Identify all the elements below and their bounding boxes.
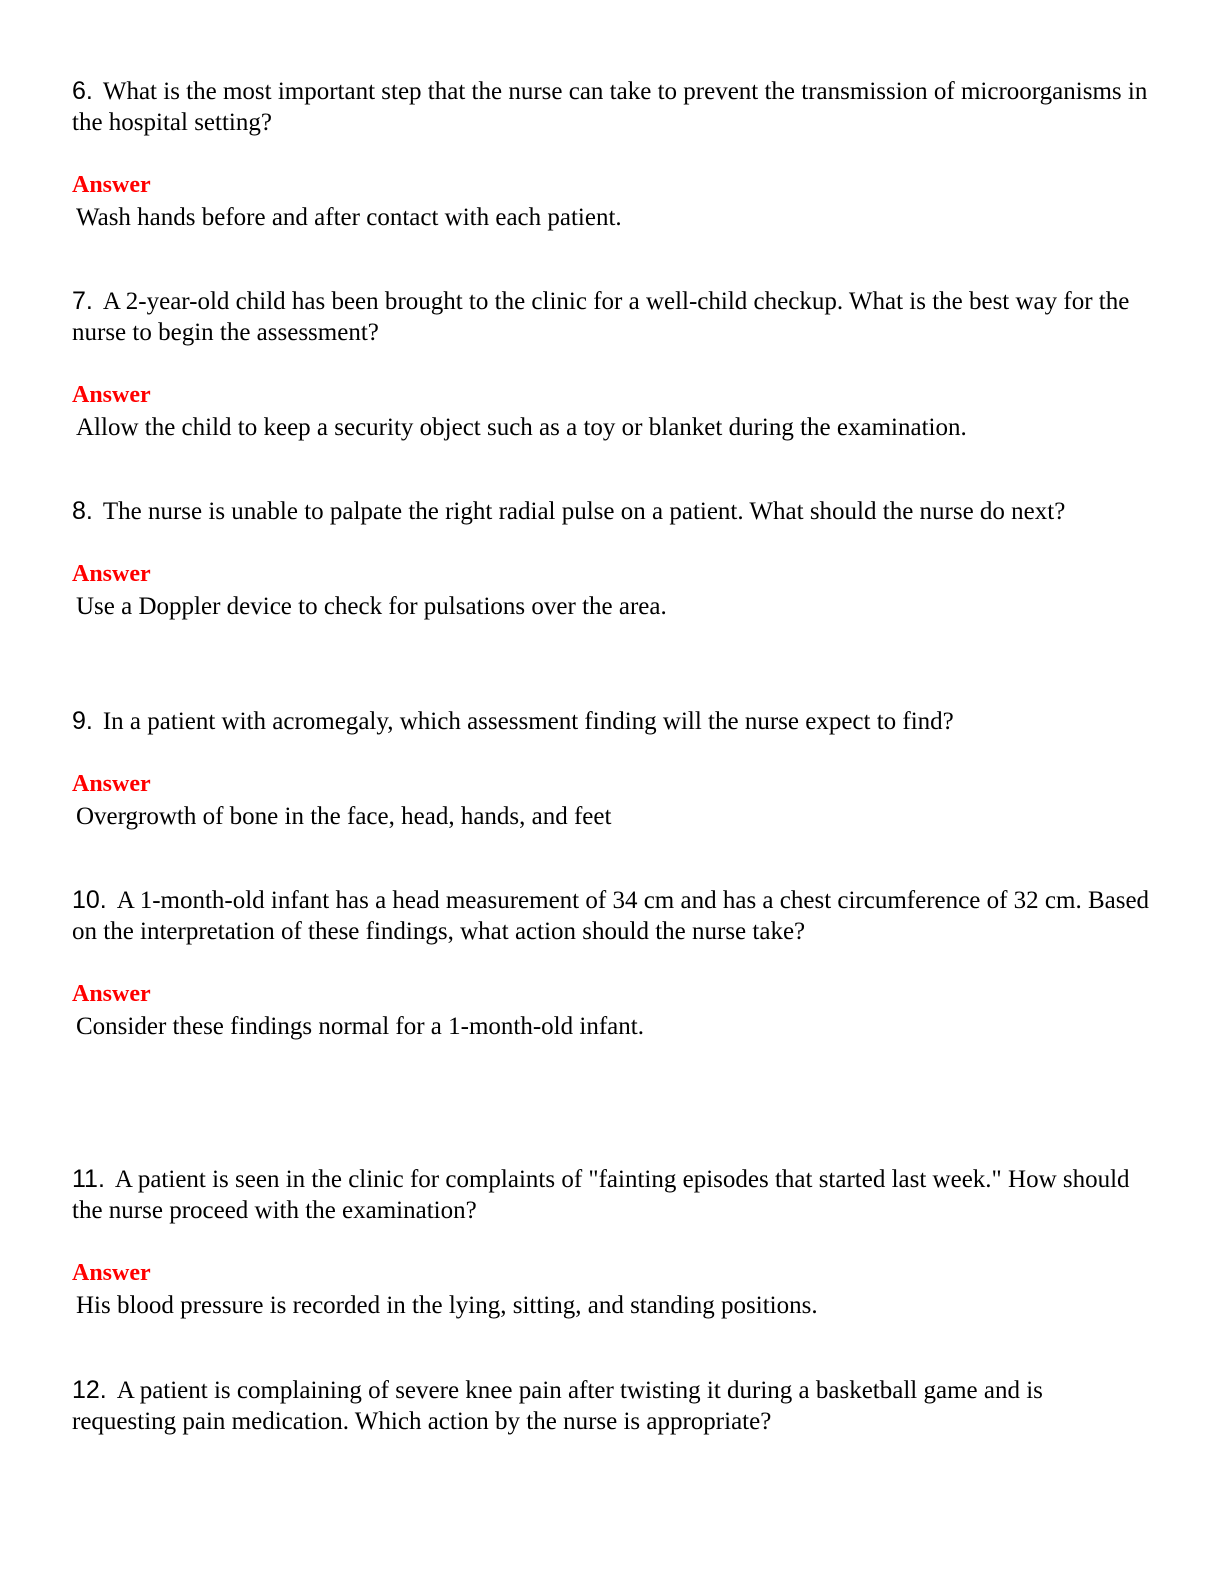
answer-label: Answer bbox=[72, 561, 151, 587]
question-block bbox=[72, 1164, 1152, 1321]
question-block bbox=[72, 76, 1152, 233]
question-text bbox=[72, 1375, 1152, 1437]
answer-text: Wash hands before and after contact with each patient. bbox=[76, 204, 622, 231]
question-body: In a patient with acromegaly, which assessment finding will the nurse expect to find? bbox=[102, 708, 954, 735]
answer-text: His blood pressure is recorded in the lying, sitting, and standing positions. bbox=[76, 1292, 818, 1319]
question-block bbox=[72, 706, 1152, 832]
question-block bbox=[72, 885, 1152, 1042]
question-text bbox=[72, 706, 1152, 737]
answer-text: Consider these findings normal for a 1-month-old infant. bbox=[76, 1013, 644, 1040]
question-text bbox=[72, 76, 1152, 138]
question-text bbox=[72, 885, 1152, 947]
question-block bbox=[72, 286, 1152, 443]
answer-label: Answer bbox=[72, 382, 151, 408]
question-body: A patient is seen in the clinic for complaints of "fainting episodes that started last week." How should the nurse proceed with the examination? bbox=[72, 1166, 1130, 1224]
answer-label: Answer bbox=[72, 981, 151, 1007]
question-body: What is the most important step that the nurse can take to prevent the transmission of microorganisms in the hospital setting? bbox=[72, 78, 1148, 136]
question-number: 11. bbox=[72, 1165, 105, 1193]
answer-label: Answer bbox=[72, 1260, 151, 1286]
question-text bbox=[72, 286, 1152, 348]
question-number: 12. bbox=[72, 1376, 107, 1404]
answer-label: Answer bbox=[72, 172, 151, 198]
question-number: 9. bbox=[72, 707, 93, 735]
answer-label: Answer bbox=[72, 771, 151, 797]
question-number: 8. bbox=[72, 497, 93, 525]
answer-text: Use a Doppler device to check for pulsations over the area. bbox=[76, 593, 667, 620]
question-number: 7. bbox=[72, 287, 93, 315]
question-body: A 2-year-old child has been brought to the clinic for a well-child checkup. What is the best way for the nurse to begin the assessment? bbox=[72, 288, 1130, 346]
question-text bbox=[72, 1164, 1152, 1226]
question-body: A patient is complaining of severe knee pain after twisting it during a basketball game and is requesting pain medication. Which action by the nurse is appropriate? bbox=[72, 1377, 1043, 1435]
question-text bbox=[72, 496, 1152, 527]
question-number: 10. bbox=[72, 886, 107, 914]
question-number: 6. bbox=[72, 77, 93, 105]
question-body: A 1-month-old infant has a head measurement of 34 cm and has a chest circumference of 32 cm. Based on the interpretation of these findings, what action should the nurse take? bbox=[72, 887, 1150, 945]
question-block bbox=[72, 496, 1152, 622]
answer-text: Overgrowth of bone in the face, head, hands, and feet bbox=[76, 803, 612, 830]
question-body: The nurse is unable to palpate the right radial pulse on a patient. What should the nurse do next? bbox=[102, 498, 1066, 525]
question-block bbox=[72, 1375, 1152, 1437]
answer-text: Allow the child to keep a security object such as a toy or blanket during the examination. bbox=[76, 414, 967, 441]
